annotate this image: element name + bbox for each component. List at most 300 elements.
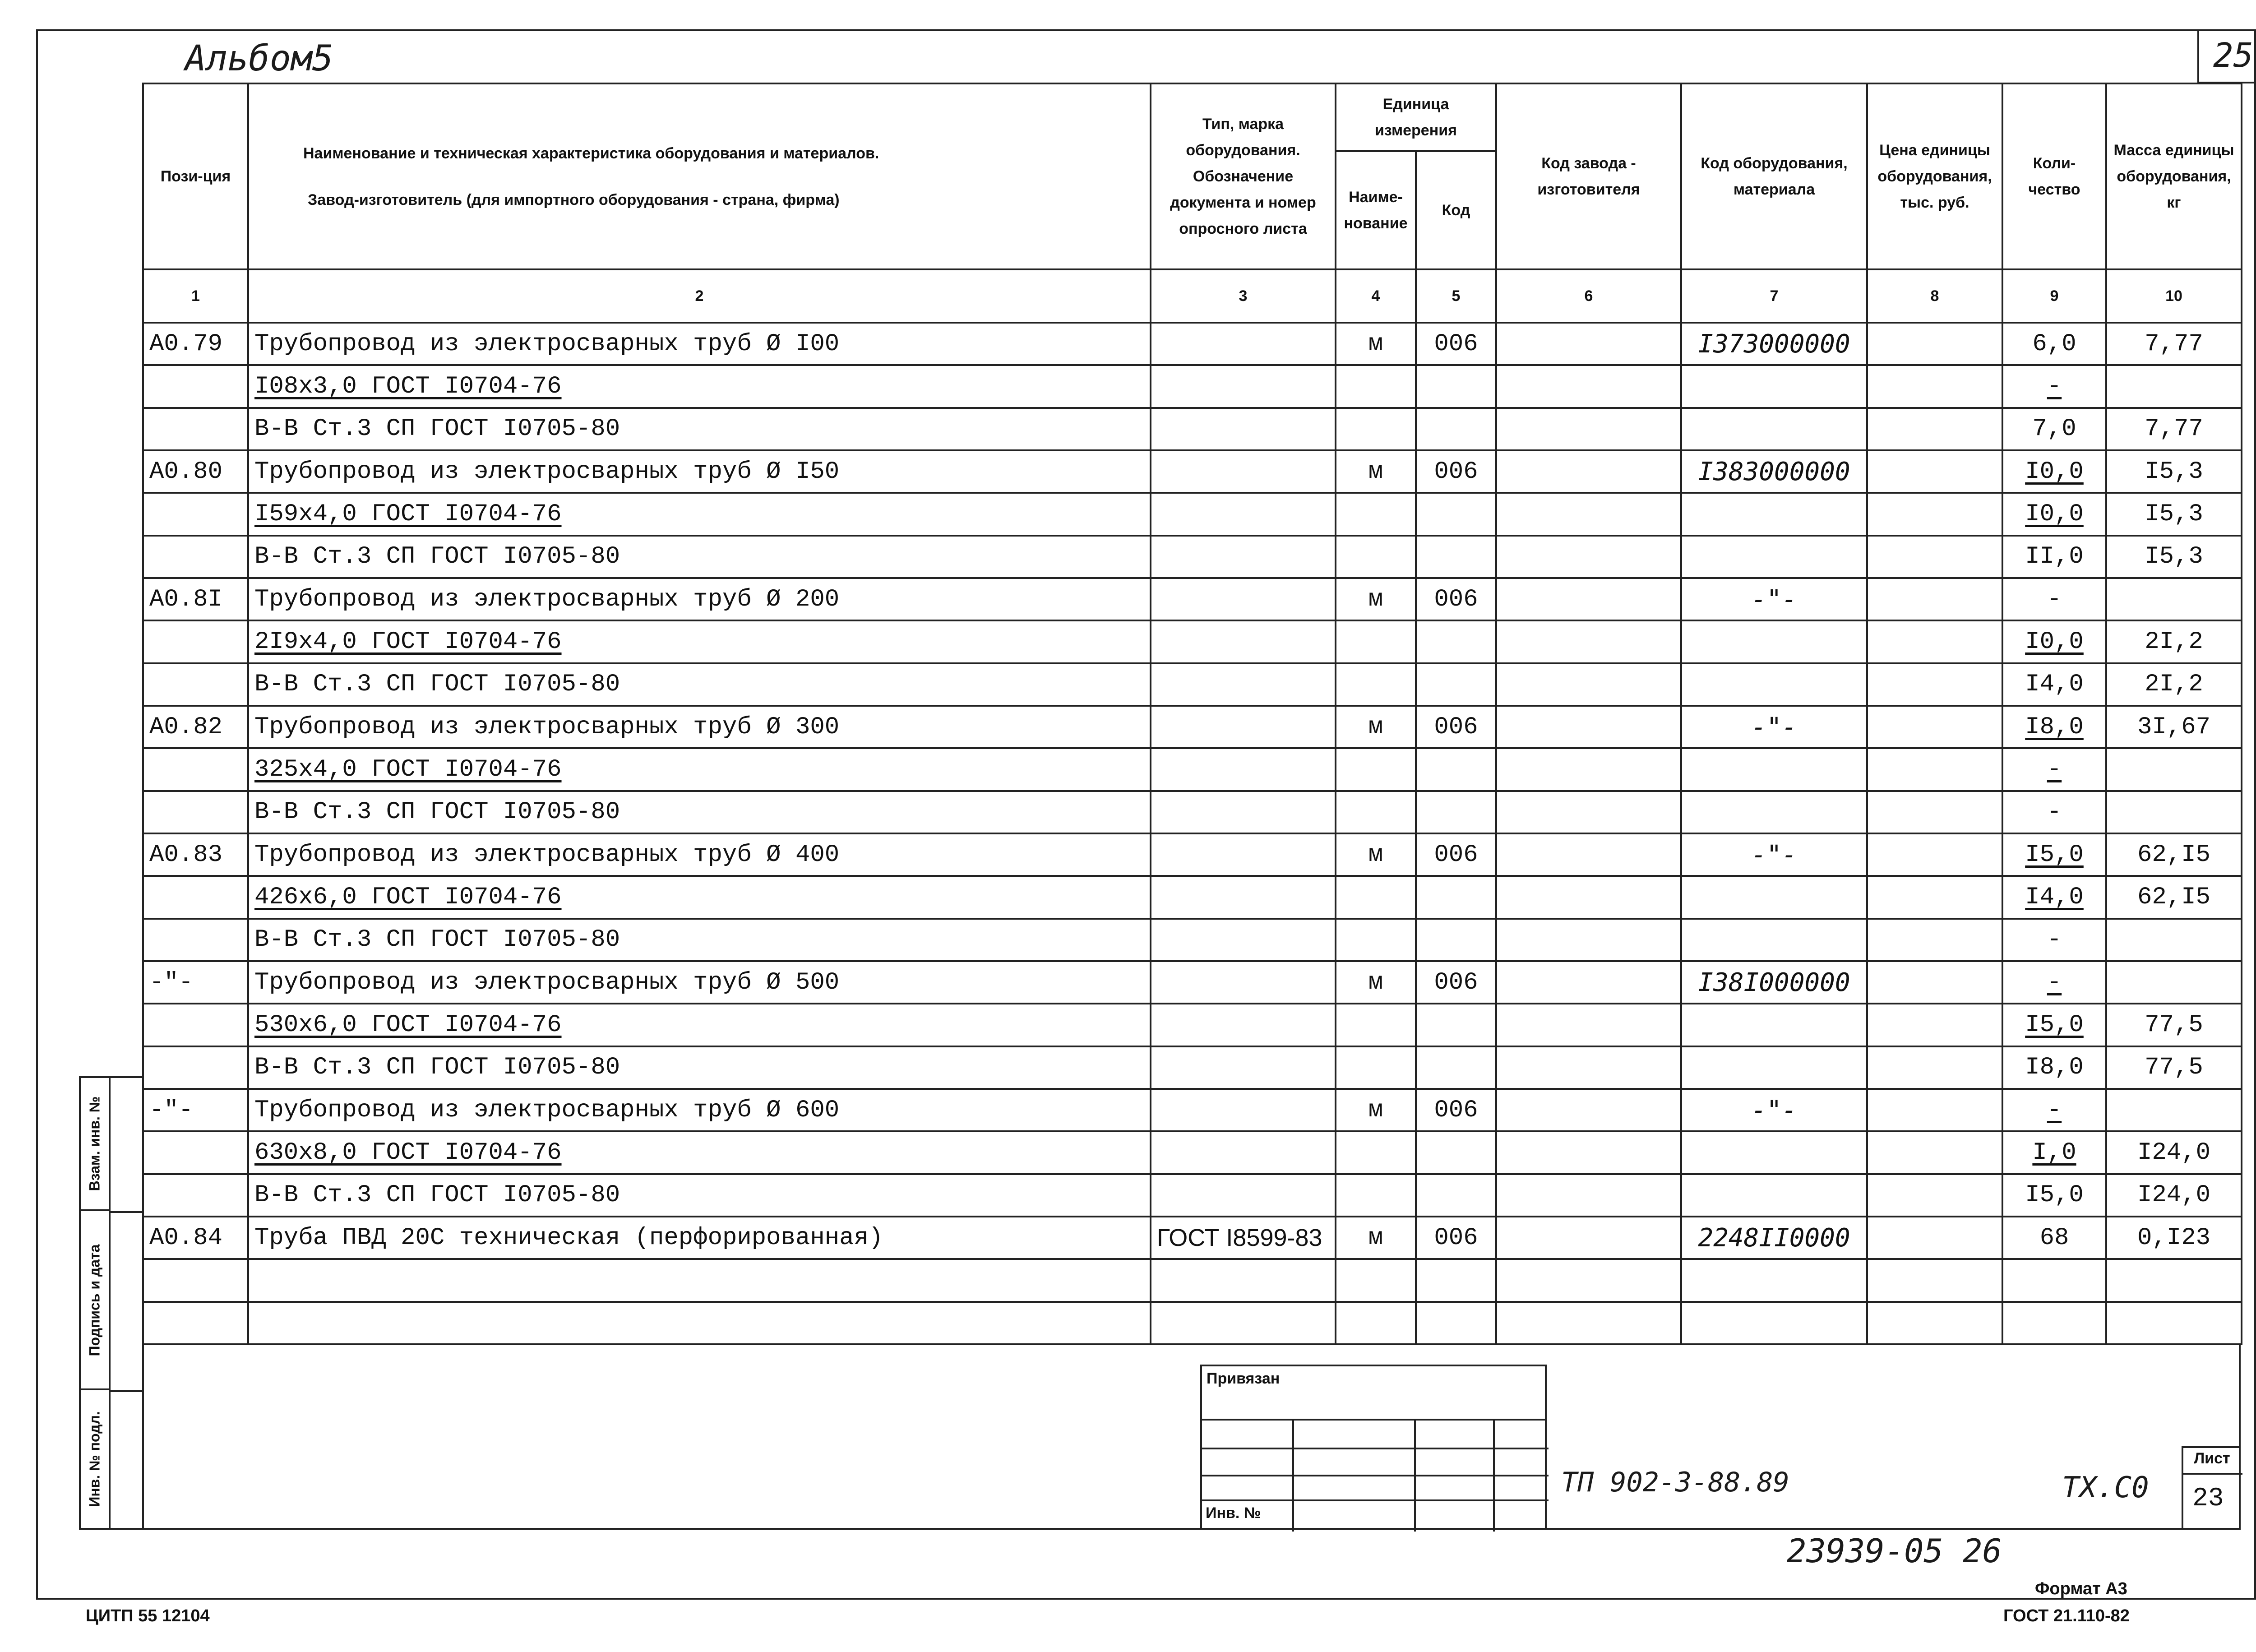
doc-code: ТП 902-3-88.89 [1561, 1467, 1789, 1498]
cell-unit [1336, 365, 1416, 407]
cell-unit: м [1336, 1217, 1416, 1259]
column-number: 4 [1336, 269, 1416, 323]
cell-mass: I24,0 [2106, 1174, 2242, 1217]
cell-ucode [1416, 663, 1496, 706]
cell-c8 [1867, 748, 2002, 791]
cell-name [248, 1259, 1151, 1301]
cell-c8 [1867, 1217, 2002, 1259]
cell-c8 [1867, 536, 2002, 578]
cell-c8 [1867, 450, 2002, 493]
cell-code [1681, 919, 1867, 961]
cell-unit [1336, 408, 1416, 450]
cell-c6 [1496, 578, 1681, 620]
cell-code [1681, 536, 1867, 578]
cell-pos [143, 791, 248, 833]
cell-ucode [1416, 748, 1496, 791]
cell-pos [143, 1046, 248, 1089]
cell-qty: I5,0 [2002, 833, 2106, 876]
cell-qty: 68 [2002, 1217, 2106, 1259]
cell-ucode [1416, 1131, 1496, 1174]
cell-mass [2106, 961, 2242, 1004]
cell-mass [2106, 919, 2242, 961]
cell-ucode: 006 [1416, 961, 1496, 1004]
cell-unit [1336, 620, 1416, 663]
cell-c8 [1867, 1089, 2002, 1131]
cell-pos: А0.84 [143, 1217, 248, 1259]
side-strip [79, 1076, 142, 1530]
header-plant-code: Код завода - изготовителя [1496, 83, 1681, 269]
cell-code [1681, 493, 1867, 535]
table-row [143, 706, 2242, 748]
cell-c8 [1867, 1174, 2002, 1217]
cell-c8 [1867, 1046, 2002, 1089]
cell-c8 [1867, 833, 2002, 876]
cell-type [1151, 493, 1336, 535]
cell-pos: А0.82 [143, 706, 248, 748]
cell-pos [143, 748, 248, 791]
cell-name: Трубопровод из электросварных труб Ø 200 [248, 578, 1151, 620]
cell-ucode [1416, 1174, 1496, 1217]
album-label: Альбом5 [185, 38, 333, 79]
cell-mass: 3I,67 [2106, 706, 2242, 748]
cell-c6 [1496, 1131, 1681, 1174]
cell-mass: 2I,2 [2106, 663, 2242, 706]
privyazan-box [1200, 1365, 1547, 1421]
cell-unit [1336, 1259, 1416, 1301]
cell-mass: I5,3 [2106, 536, 2242, 578]
cell-name: Трубопровод из электросварных труб Ø I50 [248, 450, 1151, 493]
cell-name: 530х6,0 ГОСТ I0704-76 [248, 1004, 1151, 1046]
printer-label: ЦИТП 55 12104 [86, 1606, 210, 1625]
cell-type [1151, 408, 1336, 450]
cell-unit [1336, 748, 1416, 791]
cell-type [1151, 1259, 1336, 1301]
table-row [143, 833, 2242, 876]
cell-c8 [1867, 493, 2002, 535]
cell-unit: м [1336, 323, 1416, 365]
cell-name: I59х4,0 ГОСТ I0704-76 [248, 493, 1151, 535]
cell-ucode [1416, 365, 1496, 407]
sheet-box [2182, 1446, 2241, 1530]
cell-c8 [1867, 620, 2002, 663]
cell-code: I383000000 [1681, 450, 1867, 493]
cell-name [248, 1302, 1151, 1344]
header-qty: Коли-чество [2002, 83, 2106, 269]
cell-code: -"- [1681, 833, 1867, 876]
table-row [143, 748, 2242, 791]
cell-code: 2248II0000 [1681, 1217, 1867, 1259]
column-number: 1 [143, 269, 248, 323]
cell-c8 [1867, 663, 2002, 706]
cell-code [1681, 1046, 1867, 1089]
header-price: Цена единицы оборудования, тыс. руб. [1867, 83, 2002, 269]
header-mass: Масса единицы оборудования, кг [2106, 83, 2242, 269]
header-name-line2: Завод-изготовитель (для импортного оборудования - страна, фирма) [308, 191, 840, 208]
specification-body [143, 323, 2242, 1344]
cell-code [1681, 876, 1867, 918]
cell-c6 [1496, 365, 1681, 407]
cell-pos [143, 919, 248, 961]
cell-pos: А0.80 [143, 450, 248, 493]
cell-qty: 6,0 [2002, 323, 2106, 365]
cell-name: В-В Ст.3 СП ГОСТ I0705-80 [248, 1046, 1151, 1089]
cell-type [1151, 1302, 1336, 1344]
cell-pos [143, 408, 248, 450]
cell-c8 [1867, 1004, 2002, 1046]
cell-qty: 7,0 [2002, 408, 2106, 450]
cell-c6 [1496, 1089, 1681, 1131]
privyazan-grid [1200, 1419, 1547, 1530]
cell-qty: I0,0 [2002, 620, 2106, 663]
cell-unit [1336, 1004, 1416, 1046]
cell-name: Трубопровод из электросварных труб Ø I00 [248, 323, 1151, 365]
table-row [143, 1217, 2242, 1259]
cell-name: I08х3,0 ГОСТ I0704-76 [248, 365, 1151, 407]
cell-c6 [1496, 791, 1681, 833]
cell-qty: I8,0 [2002, 706, 2106, 748]
cell-type [1151, 961, 1336, 1004]
cell-code [1681, 620, 1867, 663]
cell-type [1151, 1174, 1336, 1217]
cell-c6 [1496, 323, 1681, 365]
cell-type [1151, 706, 1336, 748]
cell-c6 [1496, 1302, 1681, 1344]
cell-qty: - [2002, 1089, 2106, 1131]
cell-mass: 62,I5 [2106, 876, 2242, 918]
cell-qty: I8,0 [2002, 1046, 2106, 1089]
cell-mass: I5,3 [2106, 493, 2242, 535]
cell-name: В-В Ст.3 СП ГОСТ I0705-80 [248, 663, 1151, 706]
column-number: 3 [1151, 269, 1336, 323]
cell-name: Трубопровод из электросварных труб Ø 300 [248, 706, 1151, 748]
cell-c8 [1867, 578, 2002, 620]
cell-c6 [1496, 1046, 1681, 1089]
cell-ucode: 006 [1416, 323, 1496, 365]
column-number: 10 [2106, 269, 2242, 323]
inv-no-label: Инв. № [1206, 1504, 1261, 1522]
cell-c6 [1496, 876, 1681, 918]
cell-ucode [1416, 1259, 1496, 1301]
cell-qty: - [2002, 578, 2106, 620]
cell-pos [143, 1174, 248, 1217]
cell-qty: I0,0 [2002, 493, 2106, 535]
cell-pos [143, 620, 248, 663]
cell-pos [143, 663, 248, 706]
cell-unit: м [1336, 450, 1416, 493]
cell-pos: А0.8I [143, 578, 248, 620]
cell-code: -"- [1681, 706, 1867, 748]
table-row [143, 961, 2242, 1004]
cell-type [1151, 578, 1336, 620]
cell-pos [143, 1004, 248, 1046]
cell-c8 [1867, 1131, 2002, 1174]
cell-name: В-В Ст.3 СП ГОСТ I0705-80 [248, 919, 1151, 961]
cell-c8 [1867, 919, 2002, 961]
cell-qty: I4,0 [2002, 663, 2106, 706]
cell-type [1151, 620, 1336, 663]
cell-mass: 77,5 [2106, 1046, 2242, 1089]
cell-qty: I5,0 [2002, 1004, 2106, 1046]
header-equip-code: Код оборудования, материала [1681, 83, 1867, 269]
cell-name: Трубопровод из электросварных труб Ø 500 [248, 961, 1151, 1004]
cell-type [1151, 791, 1336, 833]
cell-ucode [1416, 408, 1496, 450]
cell-qty [2002, 1302, 2106, 1344]
cell-name: Трубопровод из электросварных труб Ø 600 [248, 1089, 1151, 1131]
cell-ucode: 006 [1416, 450, 1496, 493]
cell-code [1681, 365, 1867, 407]
table-row [143, 1046, 2242, 1089]
cell-type [1151, 1046, 1336, 1089]
cell-unit [1336, 536, 1416, 578]
cell-unit [1336, 1174, 1416, 1217]
cell-pos [143, 1302, 248, 1344]
cell-qty: I0,0 [2002, 450, 2106, 493]
cell-code [1681, 1302, 1867, 1344]
cell-unit: м [1336, 961, 1416, 1004]
cell-ucode: 006 [1416, 578, 1496, 620]
table-row [143, 1004, 2242, 1046]
cell-type [1151, 323, 1336, 365]
cell-c6 [1496, 450, 1681, 493]
cell-pos [143, 365, 248, 407]
cell-c8 [1867, 876, 2002, 918]
cell-type [1151, 833, 1336, 876]
cell-pos: -"- [143, 1089, 248, 1131]
cell-code: I373000000 [1681, 323, 1867, 365]
cell-code [1681, 1174, 1867, 1217]
specification-table [142, 83, 2242, 1345]
table-row [143, 323, 2242, 365]
cell-unit: м [1336, 706, 1416, 748]
table-row [143, 791, 2242, 833]
header-name-line1: Наименование и техническая характеристика оборудования и материалов. [303, 144, 879, 162]
cell-mass: I5,3 [2106, 450, 2242, 493]
cell-type [1151, 1004, 1336, 1046]
header-pos: Пози-ция [143, 83, 248, 269]
header-unit-name: Наиме-нование [1336, 151, 1416, 269]
cell-unit [1336, 791, 1416, 833]
cell-qty [2002, 1259, 2106, 1301]
cell-mass: 0,I23 [2106, 1217, 2242, 1259]
cell-c6 [1496, 620, 1681, 663]
side-replace-inv: Взам. инв. № [81, 1078, 109, 1211]
header-unit: Единица измерения [1336, 83, 1496, 151]
cell-c6 [1496, 706, 1681, 748]
cell-unit [1336, 663, 1416, 706]
cell-pos: А0.83 [143, 833, 248, 876]
column-number-row [143, 269, 2242, 323]
column-number: 7 [1681, 269, 1867, 323]
table-row [143, 493, 2242, 535]
table-row [143, 1302, 2242, 1344]
cell-name: В-В Ст.3 СП ГОСТ I0705-80 [248, 536, 1151, 578]
cell-pos [143, 1131, 248, 1174]
cell-type [1151, 450, 1336, 493]
cell-qty: I5,0 [2002, 1174, 2106, 1217]
cell-type [1151, 536, 1336, 578]
cell-unit [1336, 1131, 1416, 1174]
header-type: Тип, марка оборудования. Обозначение документа и номер опросного листа [1151, 83, 1336, 269]
cell-name: В-В Ст.3 СП ГОСТ I0705-80 [248, 408, 1151, 450]
cell-name: Труба ПВД 20С техническая (перфорированная) [248, 1217, 1151, 1259]
cell-pos [143, 493, 248, 535]
cell-name: 426х6,0 ГОСТ I0704-76 [248, 876, 1151, 918]
cell-c8 [1867, 1259, 2002, 1301]
cell-mass: 62,I5 [2106, 833, 2242, 876]
cell-qty: - [2002, 365, 2106, 407]
cell-ucode [1416, 1046, 1496, 1089]
table-row [143, 408, 2242, 450]
table-row [143, 1089, 2242, 1131]
cell-code [1681, 408, 1867, 450]
cell-name: В-В Ст.3 СП ГОСТ I0705-80 [248, 1174, 1151, 1217]
cell-c6 [1496, 919, 1681, 961]
cell-qty: - [2002, 748, 2106, 791]
cell-code [1681, 791, 1867, 833]
side-sign-date: Подпись и дата [81, 1212, 109, 1390]
cell-qty: II,0 [2002, 536, 2106, 578]
column-number: 6 [1496, 269, 1681, 323]
cell-mass [2106, 748, 2242, 791]
cell-c6 [1496, 663, 1681, 706]
cell-ucode: 006 [1416, 1217, 1496, 1259]
cell-ucode [1416, 791, 1496, 833]
cell-qty: - [2002, 791, 2106, 833]
cell-c6 [1496, 1259, 1681, 1301]
cell-mass: 7,77 [2106, 323, 2242, 365]
cell-name: 325х4,0 ГОСТ I0704-76 [248, 748, 1151, 791]
cell-pos [143, 876, 248, 918]
cell-unit [1336, 1302, 1416, 1344]
cell-mass: 7,77 [2106, 408, 2242, 450]
cell-pos [143, 536, 248, 578]
cell-mass [2106, 365, 2242, 407]
cell-type [1151, 365, 1336, 407]
cell-type [1151, 663, 1336, 706]
cell-unit: м [1336, 578, 1416, 620]
cell-c8 [1867, 706, 2002, 748]
cell-ucode [1416, 493, 1496, 535]
order-number: 23939-05 26 [1787, 1532, 2002, 1570]
cell-c6 [1496, 833, 1681, 876]
cell-code: I38I000000 [1681, 961, 1867, 1004]
cell-code: -"- [1681, 578, 1867, 620]
table-row [143, 919, 2242, 961]
privyazan-label: Привязан [1207, 1370, 1280, 1387]
cell-c8 [1867, 961, 2002, 1004]
cell-mass [2106, 1302, 2242, 1344]
cell-mass: 2I,2 [2106, 620, 2242, 663]
cell-mass [2106, 791, 2242, 833]
cell-qty: I,0 [2002, 1131, 2106, 1174]
table-row [143, 536, 2242, 578]
cell-ucode: 006 [1416, 706, 1496, 748]
cell-type [1151, 748, 1336, 791]
cell-name: 2I9х4,0 ГОСТ I0704-76 [248, 620, 1151, 663]
doc-mark: ТХ.С0 [2062, 1471, 2149, 1504]
column-number: 5 [1416, 269, 1496, 323]
table-row [143, 1174, 2242, 1217]
cell-unit [1336, 919, 1416, 961]
table-row [143, 1131, 2242, 1174]
sheet-label: Лист [2194, 1450, 2230, 1467]
column-number: 9 [2002, 269, 2106, 323]
cell-ucode [1416, 919, 1496, 961]
cell-code: -"- [1681, 1089, 1867, 1131]
cell-pos [143, 1259, 248, 1301]
cell-ucode: 006 [1416, 1089, 1496, 1131]
cell-ucode [1416, 620, 1496, 663]
cell-name: Трубопровод из электросварных труб Ø 400 [248, 833, 1151, 876]
cell-c8 [1867, 791, 2002, 833]
cell-c6 [1496, 748, 1681, 791]
cell-unit: м [1336, 1089, 1416, 1131]
cell-mass: 77,5 [2106, 1004, 2242, 1046]
header-unit-code: Код [1416, 151, 1496, 269]
cell-code [1681, 1259, 1867, 1301]
side-inv-orig: Инв. № подл. [86, 1411, 103, 1507]
table-row [143, 876, 2242, 918]
cell-ucode [1416, 1302, 1496, 1344]
cell-unit [1336, 876, 1416, 918]
table-row [143, 620, 2242, 663]
cell-c6 [1496, 536, 1681, 578]
cell-type [1151, 1089, 1336, 1131]
cell-pos: А0.79 [143, 323, 248, 365]
cell-code [1681, 1004, 1867, 1046]
column-number: 8 [1867, 269, 2002, 323]
corner-page-number: 25 [2213, 36, 2254, 75]
title-block [142, 1344, 2241, 1530]
cell-ucode [1416, 876, 1496, 918]
cell-c8 [1867, 408, 2002, 450]
table-row [143, 663, 2242, 706]
sheet-number: 23 [2192, 1484, 2224, 1513]
cell-code [1681, 1131, 1867, 1174]
cell-c6 [1496, 961, 1681, 1004]
cell-type [1151, 919, 1336, 961]
column-number: 2 [248, 269, 1151, 323]
cell-mass [2106, 1089, 2242, 1131]
cell-c6 [1496, 1217, 1681, 1259]
gost-label: ГОСТ 21.110-82 [2003, 1606, 2130, 1625]
cell-code [1681, 663, 1867, 706]
cell-name: В-В Ст.3 СП ГОСТ I0705-80 [248, 791, 1151, 833]
cell-mass [2106, 1259, 2242, 1301]
cell-c6 [1496, 408, 1681, 450]
cell-ucode: 006 [1416, 833, 1496, 876]
cell-qty: I4,0 [2002, 876, 2106, 918]
cell-mass [2106, 578, 2242, 620]
cell-type [1151, 876, 1336, 918]
cell-qty: - [2002, 919, 2106, 961]
cell-mass: I24,0 [2106, 1131, 2242, 1174]
format-label: Формат А3 [2035, 1579, 2127, 1598]
cell-name: 630х8,0 ГОСТ I0704-76 [248, 1131, 1151, 1174]
cell-ucode [1416, 536, 1496, 578]
cell-qty: - [2002, 961, 2106, 1004]
cell-type: ГОСТ I8599-83 [1151, 1217, 1336, 1259]
cell-pos: -"- [143, 961, 248, 1004]
header-name [248, 83, 1151, 269]
cell-c6 [1496, 1174, 1681, 1217]
cell-c8 [1867, 323, 2002, 365]
cell-c6 [1496, 493, 1681, 535]
cell-unit: м [1336, 833, 1416, 876]
table-row [143, 1259, 2242, 1301]
cell-unit [1336, 1046, 1416, 1089]
